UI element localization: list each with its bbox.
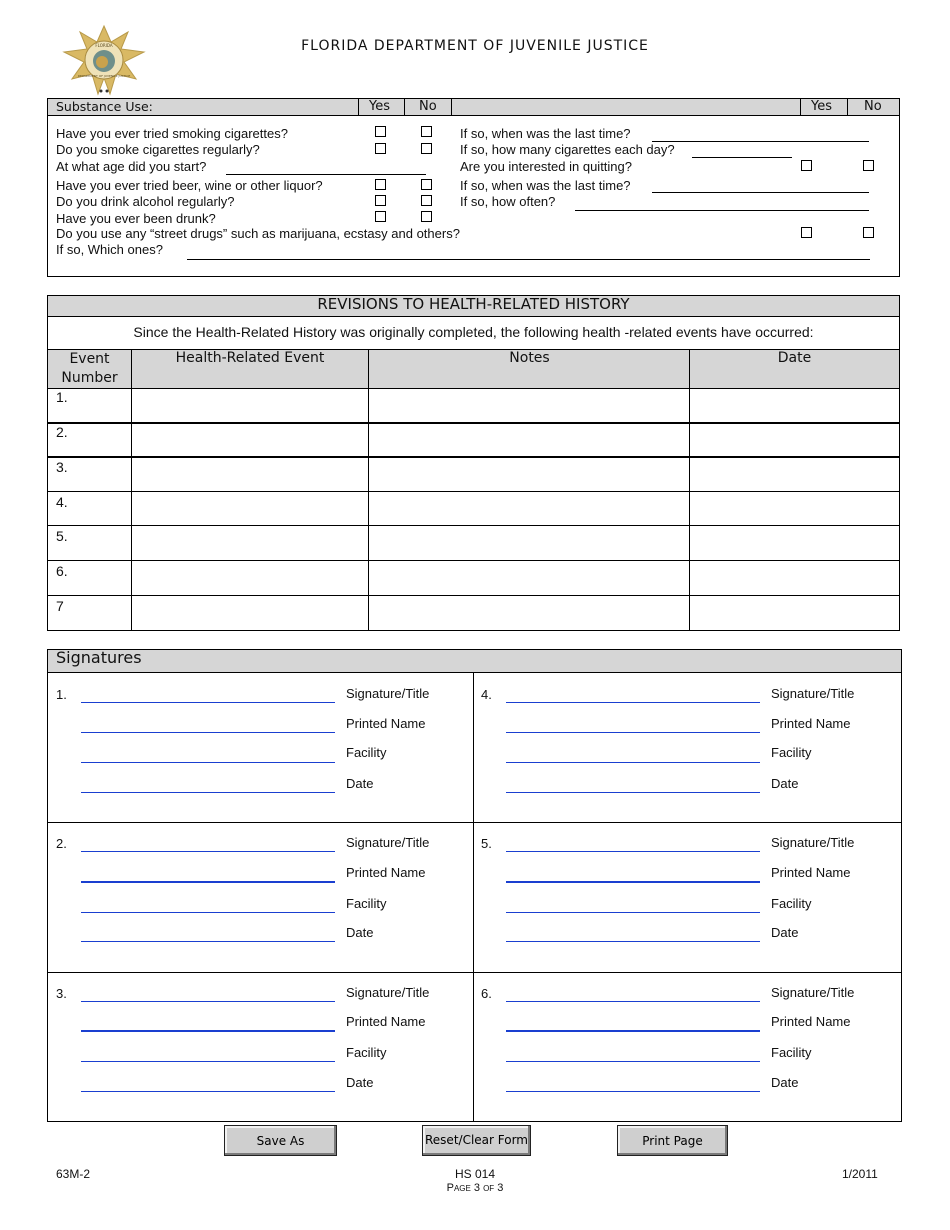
sig-block-1-number: 1. bbox=[56, 687, 67, 702]
sig-2-signature-field[interactable] bbox=[81, 851, 335, 852]
question-tried-cigarettes: Have you ever tried smoking cigarettes? bbox=[56, 126, 288, 141]
table-row-7-number: 7 bbox=[56, 598, 64, 614]
question-how-often: If so, how often? bbox=[460, 194, 556, 209]
sig-block-2-number: 2. bbox=[56, 836, 67, 851]
substance-use-title: Substance Use: bbox=[56, 99, 153, 114]
sig-1-facility-label: Facility bbox=[346, 745, 387, 760]
table-row-6-number: 6. bbox=[56, 563, 68, 579]
sig-2-name-field[interactable] bbox=[81, 881, 335, 883]
table-row-1-number: 1. bbox=[56, 389, 68, 405]
sig-1-signature-label: Signature/Title bbox=[346, 686, 430, 701]
question-quitting: Are you interested in quitting? bbox=[460, 159, 632, 174]
smoke-regularly-yes-checkbox[interactable] bbox=[375, 143, 386, 154]
been-drunk-yes-checkbox[interactable] bbox=[375, 211, 386, 222]
sig-1-facility-field[interactable] bbox=[81, 762, 335, 763]
sig-3-name-label: Printed Name bbox=[346, 1014, 426, 1029]
signatures-header-bar bbox=[48, 650, 901, 673]
age-start-field[interactable] bbox=[226, 174, 426, 175]
table-row-2-number: 2. bbox=[56, 424, 68, 440]
sig-6-date-label: Date bbox=[771, 1075, 799, 1090]
question-street-drugs: Do you use any “street drugs” such as marijuana, ecstasy and others? bbox=[56, 226, 460, 241]
sig-1-date-field[interactable] bbox=[81, 792, 335, 793]
table-row-4-number: 4. bbox=[56, 494, 68, 510]
cigarettes-tried-no-checkbox[interactable] bbox=[421, 126, 432, 137]
footer-form-id: 63M-2 bbox=[56, 1167, 91, 1181]
footer-page-number: Page 3 of 3 bbox=[446, 1182, 504, 1194]
col-date: Date bbox=[777, 350, 812, 366]
revisions-section bbox=[47, 295, 900, 631]
alcohol-tried-yes-checkbox[interactable] bbox=[375, 179, 386, 190]
sig-5-signature-field[interactable] bbox=[506, 851, 760, 852]
footer-form-code: HS 014 bbox=[454, 1167, 496, 1181]
sig-5-date-field[interactable] bbox=[506, 941, 760, 942]
sig-1-signature-field[interactable] bbox=[81, 702, 335, 703]
sig-4-facility-label: Facility bbox=[771, 745, 812, 760]
col-notes: Notes bbox=[509, 350, 550, 366]
page-title: FLORIDA DEPARTMENT OF JUVENILE JUSTICE bbox=[301, 38, 649, 54]
col-health-event: Health-Related Event bbox=[175, 350, 325, 366]
question-smoke-regularly: Do you smoke cigarettes regularly? bbox=[56, 142, 260, 157]
cig-last-time-field[interactable] bbox=[652, 141, 869, 142]
question-been-drunk: Have you ever been drunk? bbox=[56, 211, 216, 226]
sig-2-facility-label: Facility bbox=[346, 896, 387, 911]
sig-1-date-label: Date bbox=[346, 776, 374, 791]
sig-6-date-field[interactable] bbox=[506, 1091, 760, 1092]
yes-header-right: Yes bbox=[811, 99, 832, 114]
question-alcohol-last-time: If so, when was the last time? bbox=[460, 178, 631, 193]
been-drunk-no-checkbox[interactable] bbox=[421, 211, 432, 222]
sig-3-facility-field[interactable] bbox=[81, 1061, 335, 1062]
alcohol-last-time-field[interactable] bbox=[652, 192, 869, 193]
sig-4-signature-field[interactable] bbox=[506, 702, 760, 703]
sig-block-3-number: 3. bbox=[56, 986, 67, 1001]
sig-6-signature-field[interactable] bbox=[506, 1001, 760, 1002]
svg-text:FLORIDA: FLORIDA bbox=[95, 43, 113, 48]
sig-block-6-number: 6. bbox=[481, 986, 492, 1001]
which-ones-field[interactable] bbox=[187, 259, 870, 260]
question-cigs-per-day: If so, how many cigarettes each day? bbox=[460, 142, 675, 157]
sig-5-facility-label: Facility bbox=[771, 896, 812, 911]
sig-2-date-label: Date bbox=[346, 925, 374, 940]
col-event-number bbox=[48, 350, 131, 388]
table-row-3-number: 3. bbox=[56, 459, 68, 475]
question-drink-regularly: Do you drink alcohol regularly? bbox=[56, 194, 235, 209]
table-row-5-number: 5. bbox=[56, 528, 68, 544]
sig-block-4-number: 4. bbox=[481, 687, 492, 702]
question-age-start: At what age did you start? bbox=[56, 159, 207, 174]
question-which-ones: If so, Which ones? bbox=[56, 242, 163, 257]
question-tried-alcohol: Have you ever tried beer, wine or other liquor? bbox=[56, 178, 323, 193]
drink-regularly-yes-checkbox[interactable] bbox=[375, 195, 386, 206]
street-drugs-no-checkbox[interactable] bbox=[863, 227, 874, 238]
sig-4-signature-label: Signature/Title bbox=[771, 686, 855, 701]
sig-1-name-label: Printed Name bbox=[346, 716, 426, 731]
sig-block-5-number: 5. bbox=[481, 836, 492, 851]
sig-6-name-label: Printed Name bbox=[771, 1014, 851, 1029]
street-drugs-yes-checkbox[interactable] bbox=[801, 227, 812, 238]
alcohol-tried-no-checkbox[interactable] bbox=[421, 179, 432, 190]
sig-3-name-field[interactable] bbox=[81, 1030, 335, 1032]
sig-4-date-label: Date bbox=[771, 776, 799, 791]
revisions-intro: Since the Health-Related History was originally completed, the following health -related events have occurred: bbox=[133, 324, 814, 340]
sig-4-date-field[interactable] bbox=[506, 792, 760, 793]
reset-clear-form-button[interactable]: Reset/Clear Form bbox=[422, 1125, 531, 1156]
sig-4-name-label: Printed Name bbox=[771, 716, 851, 731]
substance-header-bar bbox=[48, 99, 899, 116]
sig-3-date-label: Date bbox=[346, 1075, 374, 1090]
svg-text:DEPARTMENT OF JUVENILE JUSTICE: DEPARTMENT OF JUVENILE JUSTICE bbox=[77, 74, 131, 78]
revisions-title: REVISIONS TO HEALTH-RELATED HISTORY bbox=[317, 295, 630, 313]
sig-6-signature-label: Signature/Title bbox=[771, 985, 855, 1000]
col-event-number-text: Event Number bbox=[61, 351, 118, 386]
sig-5-date-label: Date bbox=[771, 925, 799, 940]
sig-4-name-field[interactable] bbox=[506, 732, 760, 733]
dj-seal-logo bbox=[58, 24, 150, 96]
sig-3-signature-label: Signature/Title bbox=[346, 985, 430, 1000]
question-cig-last-time: If so, when was the last time? bbox=[460, 126, 631, 141]
save-as-button[interactable]: Save As bbox=[224, 1125, 337, 1156]
quitting-no-checkbox[interactable] bbox=[863, 160, 874, 171]
sig-6-facility-label: Facility bbox=[771, 1045, 812, 1060]
sig-5-facility-field[interactable] bbox=[506, 912, 760, 913]
sig-3-signature-field[interactable] bbox=[81, 1001, 335, 1002]
sig-2-facility-field[interactable] bbox=[81, 912, 335, 913]
sig-1-name-field[interactable] bbox=[81, 732, 335, 733]
sig-2-date-field[interactable] bbox=[81, 941, 335, 942]
smoke-regularly-no-checkbox[interactable] bbox=[421, 143, 432, 154]
sig-6-name-field[interactable] bbox=[506, 1030, 760, 1032]
sig-4-facility-field[interactable] bbox=[506, 762, 760, 763]
sig-3-date-field[interactable] bbox=[81, 1091, 335, 1092]
yes-header: Yes bbox=[369, 99, 390, 114]
quitting-yes-checkbox[interactable] bbox=[801, 160, 812, 171]
signatures-title: Signatures bbox=[56, 648, 142, 667]
cigs-per-day-field[interactable] bbox=[692, 157, 792, 158]
sig-2-signature-label: Signature/Title bbox=[346, 835, 430, 850]
sig-6-facility-field[interactable] bbox=[506, 1061, 760, 1062]
footer-revision-date: 1/2011 bbox=[842, 1167, 878, 1181]
sig-5-name-field[interactable] bbox=[506, 881, 760, 883]
how-often-field[interactable] bbox=[575, 210, 869, 211]
no-header: No bbox=[419, 99, 437, 114]
sig-3-facility-label: Facility bbox=[346, 1045, 387, 1060]
drink-regularly-no-checkbox[interactable] bbox=[421, 195, 432, 206]
print-page-button[interactable]: Print Page bbox=[617, 1125, 728, 1156]
cigarettes-tried-yes-checkbox[interactable] bbox=[375, 126, 386, 137]
sig-5-name-label: Printed Name bbox=[771, 865, 851, 880]
sig-2-name-label: Printed Name bbox=[346, 865, 426, 880]
sig-5-signature-label: Signature/Title bbox=[771, 835, 855, 850]
no-header-right: No bbox=[864, 99, 882, 114]
